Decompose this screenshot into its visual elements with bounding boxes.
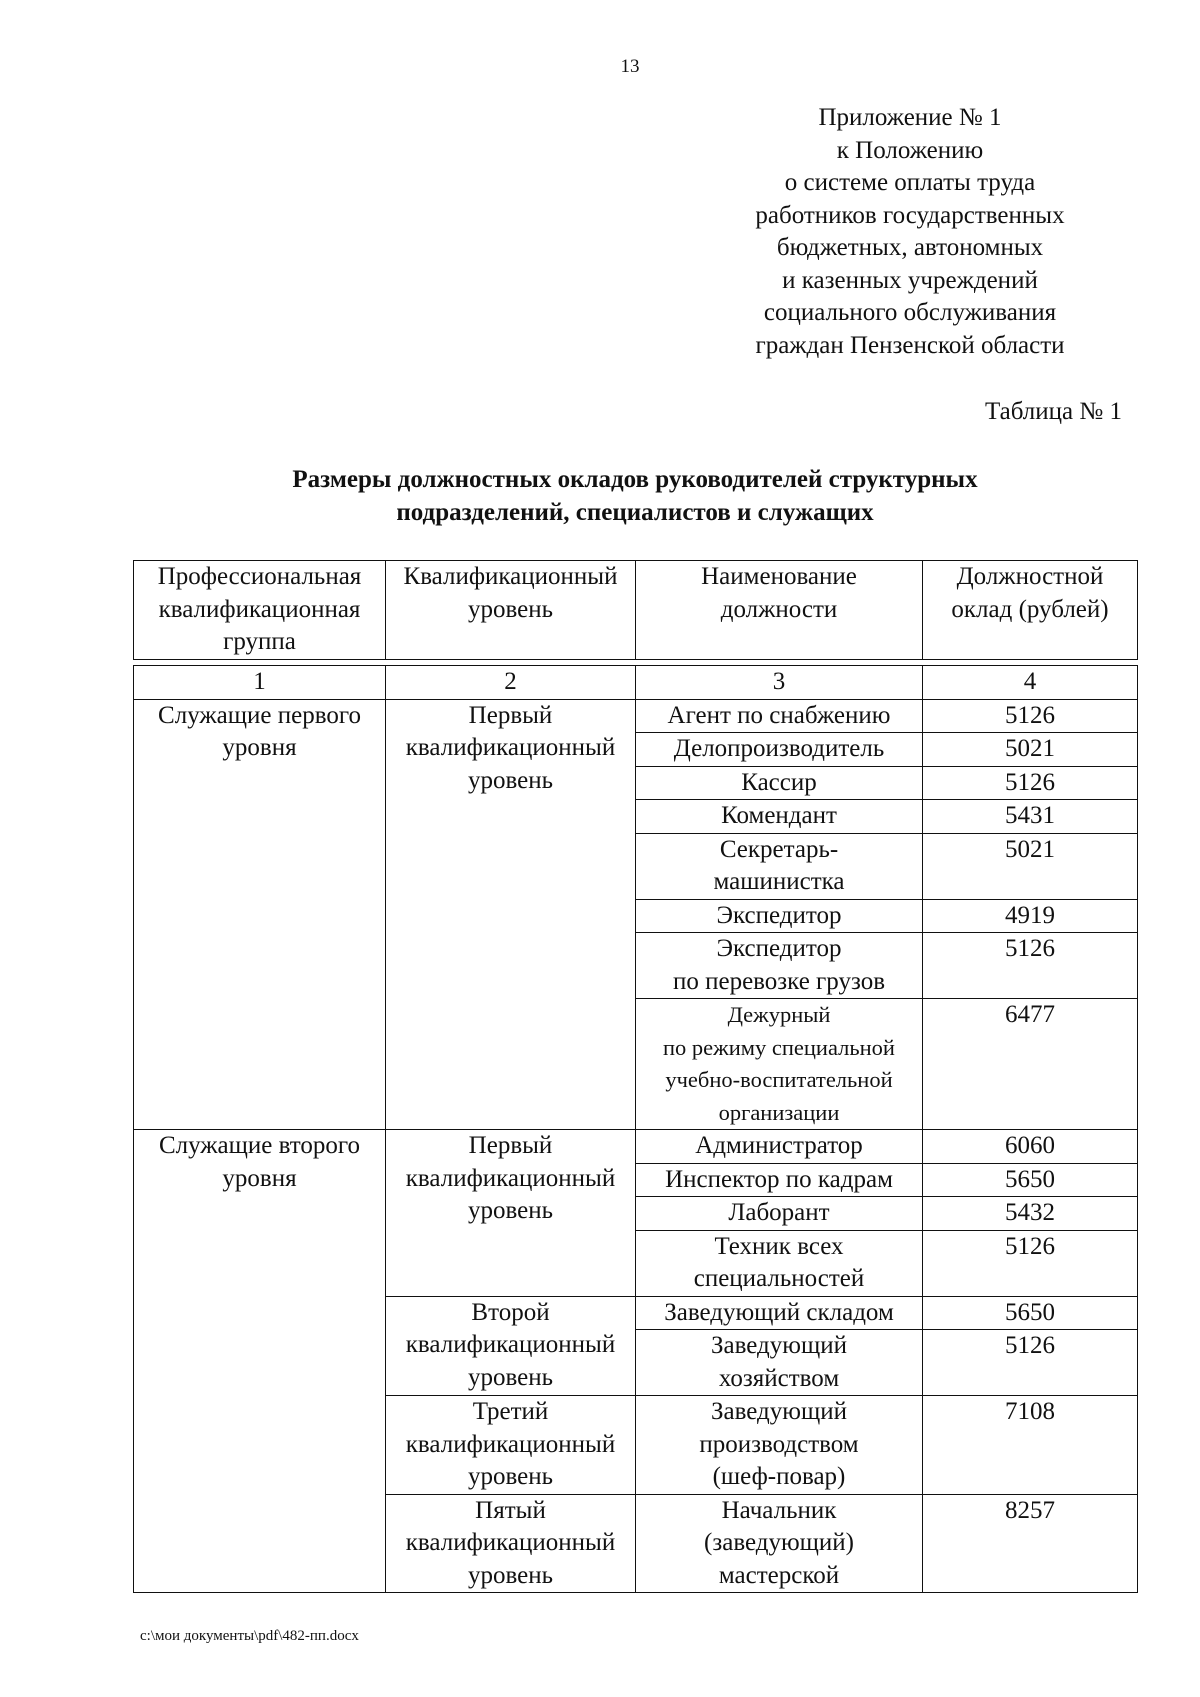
text-line: Первый <box>468 701 553 729</box>
position-name-cell <box>636 1296 923 1330</box>
text-line: (заведующий) <box>704 1529 854 1556</box>
salary-cell: 5432 <box>923 1197 1138 1231</box>
text-line: уровень <box>467 1463 554 1490</box>
salary-cell: 6060 <box>923 1130 1138 1164</box>
text-line: по режиму специальной <box>663 1034 895 1060</box>
appendix-line: о системе оплаты труда <box>784 169 1036 196</box>
text-line: (шеф-повар) <box>712 1463 846 1490</box>
position-name-cell <box>636 733 923 767</box>
salary-cell: 4919 <box>923 899 1138 933</box>
text-line: производством <box>699 1430 859 1458</box>
qualification-level-cell <box>386 1130 636 1297</box>
position-name-cell <box>636 1396 923 1495</box>
salary-cell: 5126 <box>923 699 1138 733</box>
document-title <box>135 463 1135 529</box>
text-line: хозяйством <box>718 1364 840 1392</box>
text-line: Комендант <box>721 802 837 829</box>
text-line: Делопроизводитель <box>673 735 885 762</box>
text-line: специальностей <box>693 1265 865 1292</box>
text-line: уровня <box>222 734 297 761</box>
position-name-cell <box>636 1330 923 1396</box>
text-line: учебно-воспитательной <box>665 1067 893 1092</box>
text-line: группа <box>223 628 296 655</box>
salary-cell: 8257 <box>923 1494 1138 1593</box>
text-line: Дежурный <box>727 1002 831 1027</box>
text-line: Заведующий <box>711 1398 847 1425</box>
text-line: Первый <box>468 1132 553 1159</box>
text-line: квалификационный <box>405 1430 616 1458</box>
salary-cell: 5126 <box>923 933 1138 999</box>
text-line: Пятый <box>475 1496 546 1524</box>
position-name-cell <box>636 1197 923 1231</box>
text-line: уровень <box>467 1197 554 1224</box>
position-name-cell <box>636 1494 923 1593</box>
position-name-cell <box>636 1163 923 1197</box>
position-name-cell <box>636 933 923 999</box>
text-line: уровень <box>467 1561 554 1589</box>
qualification-level-cell <box>386 1296 636 1396</box>
text-line: квалификационный <box>405 1529 616 1556</box>
text-line: Заведующий складом <box>664 1298 894 1326</box>
page-number: 13 <box>620 56 640 77</box>
text-line: Экспедитор <box>716 935 842 962</box>
salary-cell: 5650 <box>923 1163 1138 1197</box>
text-line: машинистка <box>713 868 845 895</box>
header-salary <box>923 561 1138 660</box>
text-line: Техник всех <box>714 1232 844 1260</box>
column-number: 1 <box>134 666 386 700</box>
text-line: Агент по снабжению <box>667 701 891 729</box>
text-line: Третий <box>472 1398 549 1425</box>
salary-cell: 6477 <box>923 999 1138 1130</box>
text-line: Служащие первого <box>158 701 361 729</box>
text-line: мастерской <box>718 1561 840 1589</box>
text-line: уровень <box>467 1363 554 1391</box>
salary-cell: 7108 <box>923 1396 1138 1495</box>
salary-table-header <box>133 560 1138 660</box>
position-name-cell <box>636 899 923 933</box>
text-line: Профессиональная <box>157 563 362 590</box>
appendix-line: социального обслуживания <box>763 299 1057 326</box>
text-line: Второй <box>471 1298 550 1326</box>
text-line: Лаборант <box>728 1199 830 1226</box>
salary-cell: 5431 <box>923 800 1138 834</box>
salary-cell: 5126 <box>923 1230 1138 1296</box>
text-line: Заведующий <box>711 1332 847 1359</box>
text-line: Должностной <box>956 563 1104 590</box>
appendix-block <box>690 102 1130 362</box>
table-row <box>134 699 1138 733</box>
column-number: 2 <box>386 666 636 700</box>
appendix-line: граждан Пензенской области <box>755 331 1065 359</box>
salary-cell: 5126 <box>923 766 1138 800</box>
position-name-cell <box>636 766 923 800</box>
text-line: должности <box>720 595 838 623</box>
title-line: подразделений, специалистов и служащих <box>396 499 874 526</box>
text-line: Кассир <box>741 768 817 796</box>
text-line: квалификационная <box>158 595 361 623</box>
footer-file-path: c:\мои документы\pdf\482-пп.docx <box>140 1628 359 1644</box>
position-name-cell <box>636 999 923 1130</box>
table-label: Таблица № 1 <box>984 398 1122 425</box>
text-line: квалификационный <box>405 734 616 761</box>
qualification-level-cell <box>386 1494 636 1593</box>
text-line: квалификационный <box>405 1164 616 1192</box>
text-line: Служащие второго <box>158 1132 361 1159</box>
text-line: Начальник <box>721 1496 837 1524</box>
text-line: Квалификационный <box>403 563 618 590</box>
position-name-cell <box>636 1230 923 1296</box>
position-name-cell <box>636 699 923 733</box>
text-line: организации <box>718 1099 840 1125</box>
header-professional-group <box>134 561 386 660</box>
text-line: Инспектор по кадрам <box>665 1165 893 1193</box>
appendix-line: работников государственных <box>755 201 1065 229</box>
text-line: уровня <box>222 1164 297 1192</box>
position-name-cell <box>636 833 923 899</box>
header-qualification-level <box>386 561 636 660</box>
column-numbers-row <box>134 666 1138 700</box>
qualification-level-cell <box>386 1396 636 1495</box>
column-number: 3 <box>636 666 923 700</box>
header-position-name <box>636 561 923 660</box>
text-line: квалификационный <box>405 1331 616 1358</box>
text-line: уровень <box>467 766 554 794</box>
professional-group-cell <box>134 1130 386 1593</box>
position-name-cell <box>636 1130 923 1164</box>
professional-group-cell <box>134 699 386 1130</box>
table-row <box>134 1130 1138 1164</box>
text-line: по перевозке грузов <box>672 967 886 995</box>
appendix-line: Приложение № 1 <box>818 104 1002 131</box>
text-line: Секретарь- <box>719 835 839 863</box>
appendix-line: к Положению <box>836 136 984 164</box>
title-line: Размеры должностных окладов руководителей структурных <box>292 466 978 493</box>
text-line: Экспедитор <box>716 901 842 929</box>
salary-table <box>133 665 1138 1593</box>
text-line: Наименование <box>701 563 857 590</box>
salary-cell: 5021 <box>923 833 1138 899</box>
qualification-level-cell <box>386 699 636 1130</box>
text-line: Администратор <box>695 1132 863 1159</box>
salary-cell: 5021 <box>923 733 1138 767</box>
salary-cell: 5650 <box>923 1296 1138 1330</box>
text-line: уровень <box>467 595 554 623</box>
salary-cell: 5126 <box>923 1330 1138 1396</box>
appendix-line: бюджетных, автономных <box>776 234 1044 261</box>
text-line: оклад (рублей) <box>951 595 1109 623</box>
column-number: 4 <box>923 666 1138 700</box>
position-name-cell <box>636 800 923 834</box>
appendix-line: и казенных учреждений <box>782 266 1038 294</box>
